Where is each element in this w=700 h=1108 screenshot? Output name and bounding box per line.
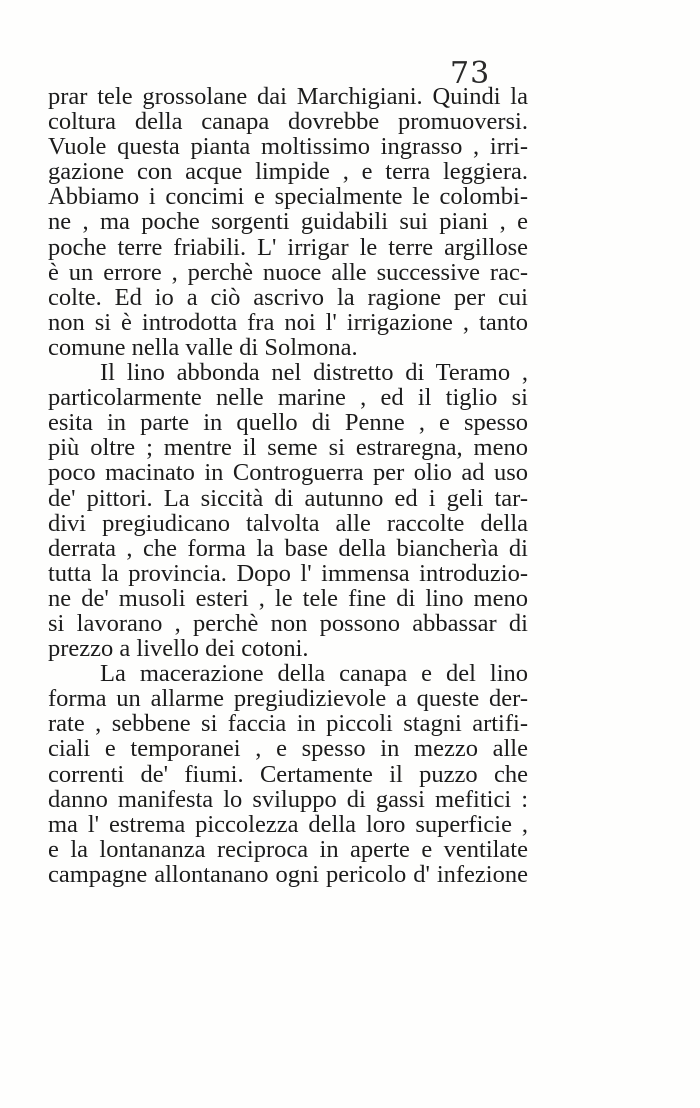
text-line: gazione con acque limpide , e terra leggiera.: [48, 159, 528, 185]
text-line: tutta la provincia. Dopo l' immensa introduzio-: [48, 560, 528, 586]
text-line: e la lontananza reciproca in aperte e ventilate: [48, 836, 528, 862]
paragraph: [48, 661, 528, 887]
text-line: non si è introdotta fra noi l' irrigazione , tanto: [48, 309, 528, 335]
text-line: ne , ma poche sorgenti guidabili sui piani , e: [48, 209, 528, 235]
text-line: colte. Ed io a ciò ascrivo la ragione per cui: [48, 284, 528, 310]
text-line: forma un allarme pregiudizievole a queste der-: [48, 686, 528, 712]
text-line: poco macinato in Controguerra per olio ad uso: [48, 460, 528, 486]
text-line: ma l' estrema piccolezza della loro superficie ,: [48, 811, 528, 837]
text-line: più oltre ; mentre il seme si estraregna, meno: [48, 435, 528, 461]
text-line: La macerazione della canapa e del lino: [100, 661, 528, 687]
text-line: divi pregiudicano talvolta alle raccolte della: [48, 510, 528, 536]
text-line: ne de' musoli esteri , le tele fine di lino meno: [48, 585, 528, 611]
text-line: Abbiamo i concimi e specialmente le colombi-: [48, 184, 528, 210]
text-line: è un errore , perchè nuoce alle successive rac-: [48, 259, 528, 285]
text-line: rate , sebbene si faccia in piccoli stagni artifi-: [48, 711, 528, 737]
paragraph: [48, 84, 528, 360]
text-line: de' pittori. La siccità di autunno ed i geli tar-: [48, 485, 528, 511]
text-line: campagne allontanano ogni pericolo d' infezione: [48, 861, 528, 887]
text-line: derrata , che forma la base della biancherìa di: [48, 535, 528, 561]
page-number: 73: [450, 56, 491, 91]
text-line: particolarmente nelle marine , ed il tiglio si: [48, 385, 528, 411]
body-text: [48, 84, 528, 887]
text-line: esita in parte in quello di Penne , e spesso: [48, 410, 528, 436]
text-line: comune nella valle di Solmona.: [48, 334, 358, 361]
text-line: coltura della canapa dovrebbe promuoversi.: [48, 109, 528, 135]
text-line: si lavorano , perchè non possono abbassar di: [48, 610, 528, 637]
text-line: prezzo a livello dei cotoni.: [48, 636, 309, 662]
text-line: Il lino abbonda nel distretto di Teramo ,: [100, 360, 528, 386]
text-line: correnti de' fiumi. Certamente il puzzo che: [48, 761, 528, 787]
text-line: ciali e temporanei , e spesso in mezzo alle: [48, 736, 528, 762]
text-line: Vuole questa pianta moltissimo ingrasso , irri-: [48, 134, 528, 160]
text-line: danno manifesta lo sviluppo di gassi mefitici :: [48, 786, 528, 812]
text-line: poche terre friabili. L' irrigar le terre argillose: [48, 234, 528, 260]
text-line: prar tele grossolane dai Marchigiani. Quindi la: [48, 84, 528, 110]
paragraph: [48, 360, 528, 661]
